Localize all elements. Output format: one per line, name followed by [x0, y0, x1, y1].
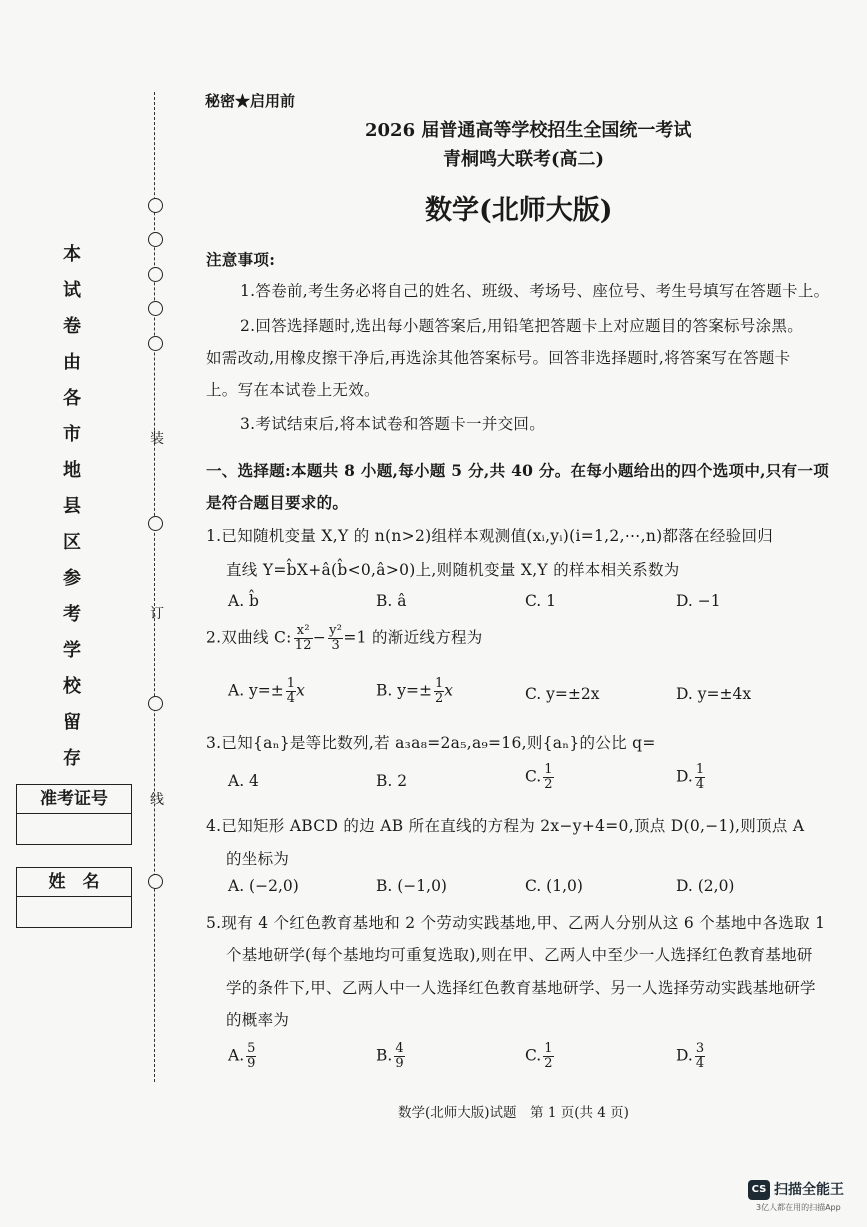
notice-item: 如需改动,用橡皮擦干净后,再选涂其他答案标号。回答非选择题时,将答案写在答题卡 [206, 349, 791, 367]
q2-option-b: B. y=± $\frac{1}{2}$ x [376, 676, 454, 706]
secret-mark: 秘密★启用前 [205, 92, 296, 110]
q1-option-a: A. b̂ [228, 592, 259, 610]
q2-option-c: C. y=±2x [525, 685, 600, 703]
exam-id-field[interactable] [17, 814, 131, 844]
question-4: 的坐标为 [226, 850, 290, 868]
scanner-name: 扫描全能王 [774, 1182, 844, 1198]
notice-item: 上。写在本试卷上无效。 [206, 381, 380, 399]
scanner-watermark [748, 1180, 860, 1220]
exam-id-label: 准考证号 [17, 785, 131, 814]
exam-title: 2026 届普通高等学校招生全国统一考试 [365, 120, 692, 141]
binding-hole [148, 874, 163, 889]
name-label: 姓 名 [17, 868, 131, 897]
q3-option-a: A. 4 [228, 772, 259, 790]
question-3: 3.已知{aₙ}是等比数列,若 a₃a₈=2a₅,a₉=16,则{aₙ}的公比 q= [206, 734, 656, 752]
name-field[interactable] [17, 897, 131, 927]
q4-option-b: B. (−1,0) [376, 877, 447, 895]
binding-hole [148, 267, 163, 282]
exam-id-box [16, 784, 132, 845]
q3-option-c: C. $\frac{1}{2}$ [525, 762, 553, 792]
section-heading: 一、选择题:本题共 8 小题,每小题 5 分,共 40 分。在每小题给出的四个选项中,只有一项 [206, 461, 830, 480]
q4-option-d: D. (2,0) [676, 877, 735, 895]
binding-hole [148, 232, 163, 247]
q2-option-a: A. y=± $\frac{1}{4}$ x [228, 676, 305, 706]
q5-option-b: B. $\frac{4}{9}$ [376, 1041, 404, 1071]
notice-title: 注意事项: [206, 250, 276, 269]
question-5: 学的条件下,甲、乙两人中一人选择红色教育基地研学、另一人选择劳动实践基地研学 [226, 979, 816, 997]
question-1: 1.已知随机变量 X,Y 的 n(n>2)组样本观测值(xᵢ,yᵢ)(i=1,2,⋯,n)都落在经验回归 [206, 527, 774, 545]
section-heading: 是符合题目要求的。 [206, 493, 349, 512]
q5-option-d: D. $\frac{3}{4}$ [676, 1041, 705, 1071]
binding-hole [148, 336, 163, 351]
q5-option-a: A. $\frac{5}{9}$ [228, 1041, 256, 1071]
cut-label-zhuang: 装 [150, 431, 164, 447]
binding-hole [148, 301, 163, 316]
subject-title: 数学(北师大版) [425, 195, 613, 226]
name-box [16, 867, 132, 928]
notice-item: 1.答卷前,考生务必将自己的姓名、班级、考场号、座位号、考生号填写在答题卡上。 [240, 282, 830, 300]
exam-subtitle: 青桐鸣大联考(高二) [443, 149, 605, 170]
question-2: 2.双曲线 C: $\frac{\text{x²}}{12}$ − $\frac{\text{y²}}{3}$ =1 的渐近线方程为 [206, 623, 483, 653]
q1-option-b: B. â [376, 592, 407, 610]
notice-item: 3.考试结束后,将本试卷和答题卡一并交回。 [240, 415, 546, 433]
question-5: 的概率为 [226, 1011, 290, 1029]
q3-option-b: B. 2 [376, 772, 408, 790]
q4-option-c: C. (1,0) [525, 877, 583, 895]
q1-option-d: D. −1 [676, 592, 721, 610]
q5-option-c: C. $\frac{1}{2}$ [525, 1041, 553, 1071]
binding-hole [148, 198, 163, 213]
page-footer: 数学(北师大版)试题 第 1 页(共 4 页) [398, 1105, 629, 1121]
cut-label-xian: 线 [150, 792, 164, 808]
q3-option-d: D. $\frac{1}{4}$ [676, 762, 705, 792]
scanner-tagline: 3亿人都在用的扫描App [756, 1203, 841, 1212]
q4-option-a: A. (−2,0) [228, 877, 299, 895]
notice-item: 2.回答选择题时,选出每小题答案后,用铅笔把答题卡上对应题目的答案标号涂黑。 [240, 317, 804, 335]
q1-option-c: C. 1 [525, 592, 557, 610]
question-1: 直线 Y=b̂X+â(b̂<0,â>0)上,则随机变量 X,Y 的样本相关系数为 [226, 561, 680, 579]
question-4: 4.已知矩形 ABCD 的边 AB 所在直线的方程为 2x−y+4=0,顶点 D(0,−1),则顶点 A [206, 817, 805, 835]
binding-hole [148, 696, 163, 711]
question-5: 5.现有 4 个红色教育基地和 2 个劳动实践基地,甲、乙两人分别从这 6 个基地中各选取 1 [206, 914, 826, 932]
question-5: 个基地研学(每个基地均可重复选取),则在甲、乙两人中至少一人选择红色教育基地研 [226, 946, 813, 964]
binding-hole [148, 516, 163, 531]
q2-option-d: D. y=±4x [676, 685, 752, 703]
cut-label-ding: 订 [150, 606, 164, 622]
scanner-logo-icon: CS [748, 1180, 770, 1200]
